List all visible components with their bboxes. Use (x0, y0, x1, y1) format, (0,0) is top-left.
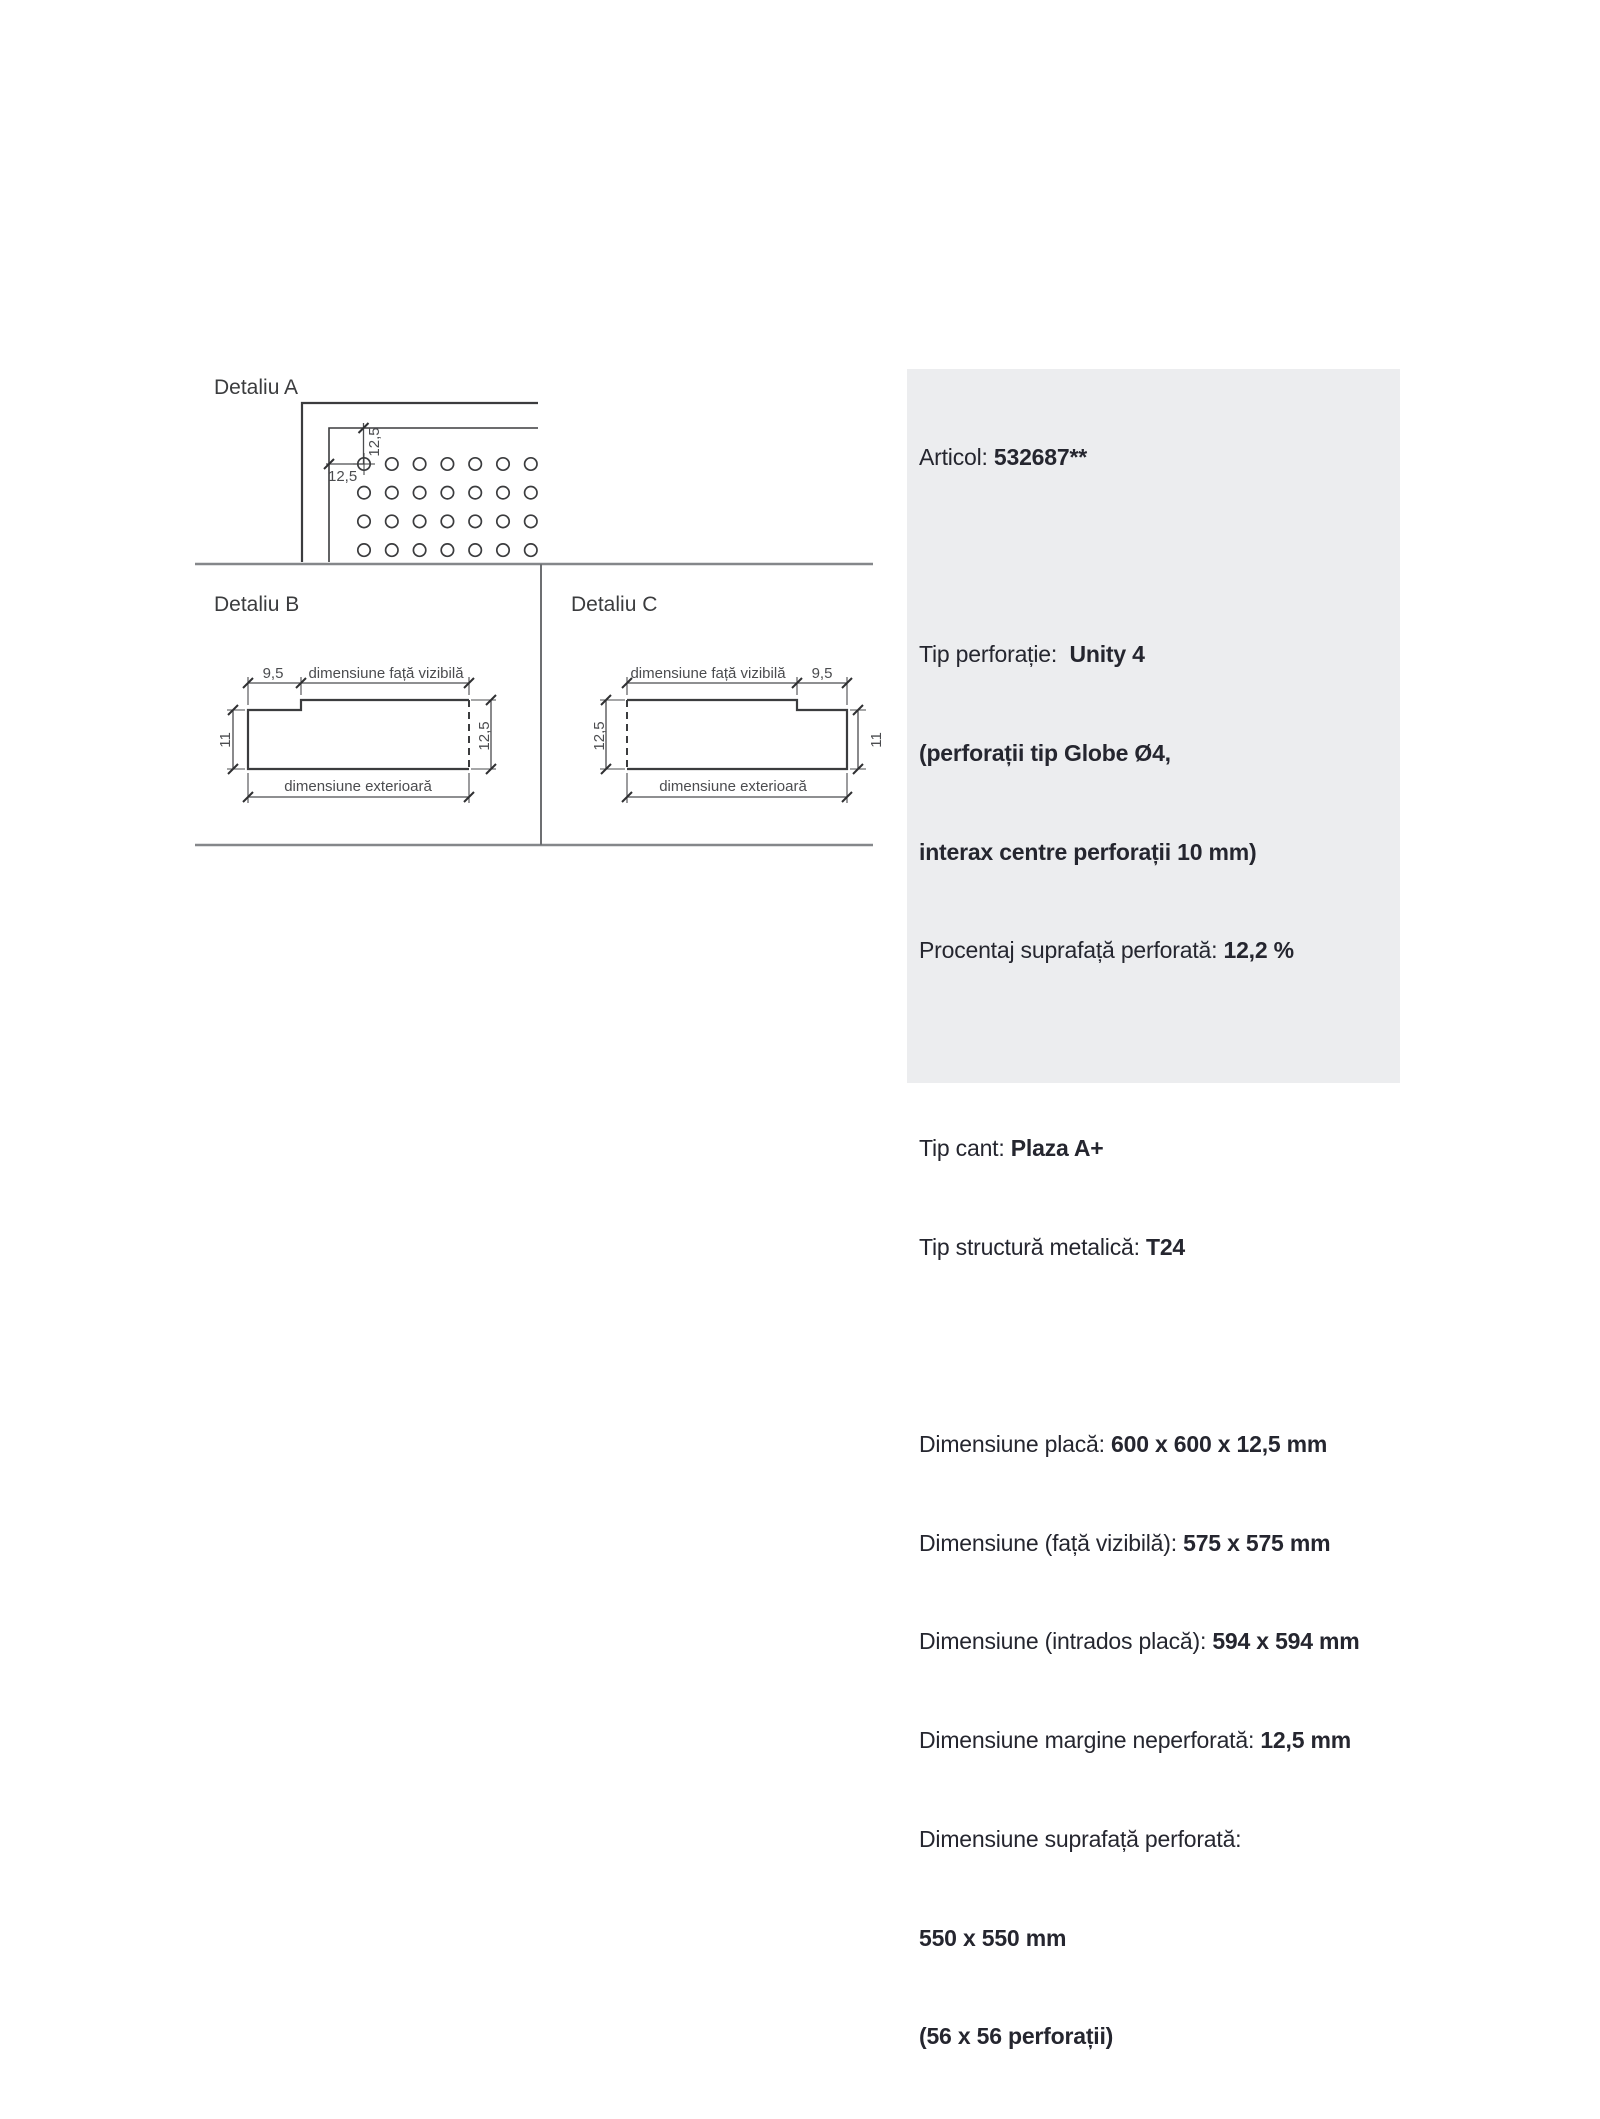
spec-label: Tip structură metalică: (919, 1233, 1146, 1260)
detail-c-label-exterior: dimensiune exterioară (659, 778, 807, 795)
detail-a-dim-horizontal: 12,5 (328, 468, 358, 485)
detail-b (214, 593, 496, 803)
perforation-hole (413, 487, 425, 499)
perforation-hole (358, 544, 370, 556)
detail-a (214, 376, 538, 562)
spec-value: 532687** (993, 443, 1087, 470)
detail-b-dim-left: 11 (217, 732, 234, 748)
perforation-hole (441, 487, 453, 499)
spec-label: Dimensiune margine neperforată: (919, 1727, 1261, 1754)
spec-value: 12,5 mm (1260, 1727, 1351, 1754)
spec-line-56 (919, 2020, 1400, 2053)
perforation-hole (386, 515, 398, 527)
perforation-hole (386, 487, 398, 499)
spec-panel (907, 369, 1400, 2050)
panel-edge-inner (329, 428, 538, 562)
spec-line-tip-cant (919, 1132, 1400, 1165)
perforation-hole (497, 458, 509, 470)
perforation-hole (441, 544, 453, 556)
perforation-hole (441, 515, 453, 527)
profile-c-outline (627, 700, 847, 769)
spec-value: Plaza A+ (1010, 1134, 1104, 1161)
detail-c-label-face: dimensiune față vizibilă (630, 665, 786, 682)
spec-line-dim-margine (919, 1724, 1400, 1757)
perforation-grid (358, 458, 537, 557)
spec-label: Dimensiune (intrados placă): (919, 1628, 1213, 1655)
perforation-hole (469, 458, 481, 470)
perforation-hole (441, 458, 453, 470)
perforation-hole (525, 544, 537, 556)
perforation-hole (525, 487, 537, 499)
spec-value: 600 x 600 x 12,5 mm (1111, 1430, 1328, 1457)
perforation-hole (469, 515, 481, 527)
spec-value: T24 (1145, 1233, 1186, 1260)
spec-line-dim-placa (919, 1428, 1400, 1461)
spec-line-tip-perforatie (919, 638, 1400, 671)
spec-value: interax centre perforații 10 mm) (919, 838, 1257, 865)
spec-line-dim-fata-vizibila (919, 1527, 1400, 1560)
spec-label: Articol: (919, 443, 994, 470)
spec-line-blank (919, 1033, 1400, 1066)
detail-a-title: Detaliu A (214, 376, 299, 399)
perforation-hole (358, 515, 370, 527)
detail-c (571, 593, 885, 803)
detail-c-title: Detaliu C (571, 593, 658, 616)
spec-label: Dimensiune placă: (919, 1430, 1112, 1457)
perforation-hole (386, 544, 398, 556)
detail-a-dim-vertical: 12,5 (366, 427, 383, 457)
spec-label: Dimensiune suprafață perforată: (919, 1825, 1242, 1852)
spec-line-procentaj (919, 934, 1400, 967)
spec-line-550 (919, 1922, 1400, 1955)
detail-c-dim-edge: 9,5 (811, 665, 833, 682)
spec-value: 550 x 550 mm (919, 1924, 1067, 1951)
detail-b-label-exterior: dimensiune exterioară (284, 778, 432, 795)
spec-value: 594 x 594 mm (1212, 1628, 1360, 1655)
spec-line-dim-suprafata (919, 1823, 1400, 1856)
perforation-hole (413, 458, 425, 470)
spec-label: Dimensiune (față vizibilă): (919, 1529, 1184, 1556)
spec-label: Procentaj suprafață perforată: (919, 937, 1224, 964)
spec-line-tip-structura (919, 1231, 1400, 1264)
spec-value: (56 x 56 perforații) (919, 2023, 1114, 2050)
spec-label: Tip perforație: (919, 641, 1070, 668)
spec-line-dim-intrados (919, 1625, 1400, 1658)
spec-line-blank (919, 540, 1400, 573)
technical-drawings (190, 360, 885, 860)
spec-value: Unity 4 (1069, 641, 1145, 668)
spec-line-perforatii-tip (919, 737, 1400, 770)
profile-b-outline (248, 700, 469, 769)
detail-c-dim-right: 11 (868, 732, 885, 748)
perforation-hole (469, 487, 481, 499)
perforation-hole (386, 458, 398, 470)
spec-value: 575 x 575 mm (1183, 1529, 1331, 1556)
perforation-hole (497, 544, 509, 556)
spec-value: 12,2 % (1223, 937, 1294, 964)
spec-value: (perforații tip Globe Ø4, (919, 739, 1171, 766)
perforation-hole (525, 515, 537, 527)
detail-b-dim-right: 12,5 (476, 721, 493, 751)
perforation-hole (525, 458, 537, 470)
spec-line-interax (919, 836, 1400, 869)
perforation-hole (497, 487, 509, 499)
detail-a-dim-ticks (324, 423, 369, 469)
perforation-hole (469, 544, 481, 556)
detail-a-dim-lines (326, 423, 364, 464)
detail-b-label-face: dimensiune față vizibilă (308, 665, 464, 682)
perforation-hole (358, 487, 370, 499)
detail-c-dim-left: 12,5 (591, 721, 608, 751)
detail-b-dim-edge: 9,5 (262, 665, 284, 682)
spec-line-blank (919, 1329, 1400, 1362)
perforation-hole (413, 544, 425, 556)
spec-label: Tip cant: (919, 1134, 1011, 1161)
perforation-hole (497, 515, 509, 527)
spec-line-articol (919, 441, 1400, 474)
perforation-hole (413, 515, 425, 527)
detail-b-title: Detaliu B (214, 593, 300, 616)
